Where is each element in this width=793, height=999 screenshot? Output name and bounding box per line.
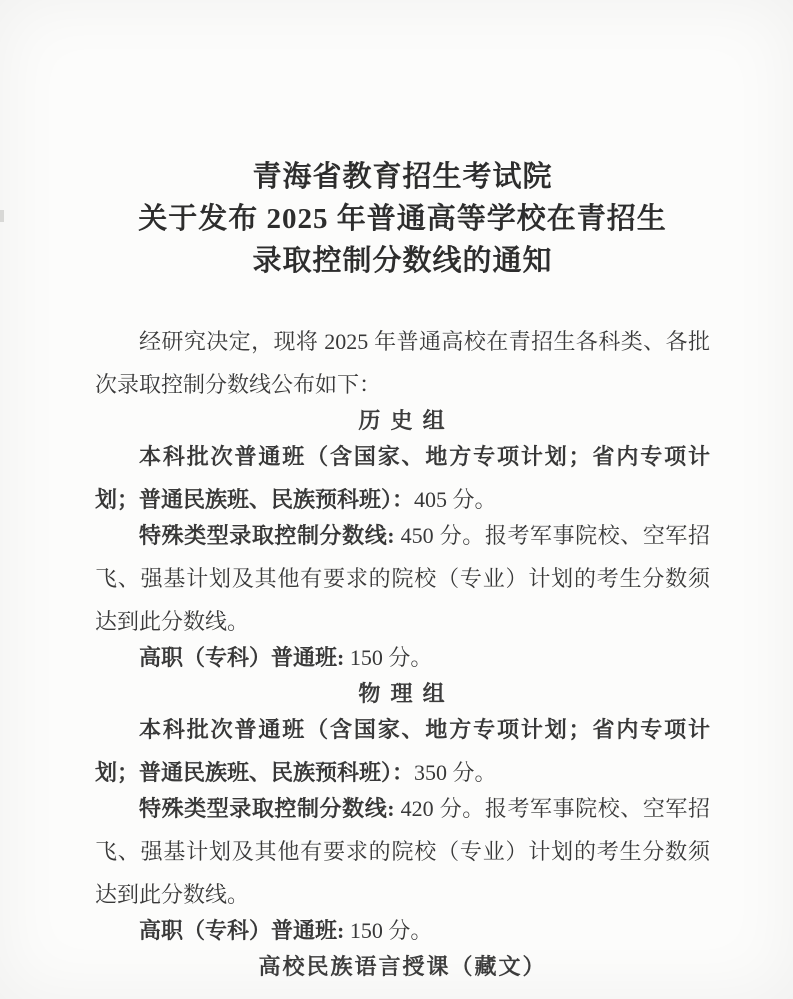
title-line-1: 青海省教育招生考试院 <box>252 161 553 193</box>
physics-special-score: 420 分。报考军事院校、空军招飞、强基计划及其他有要求的院校（专业）计划的考生分数须达到此分数线。 <box>95 796 710 907</box>
physics-vocational-label: 高职（专科）普通班: <box>139 918 345 943</box>
document-body <box>95 320 710 988</box>
physics-special-line <box>95 787 710 916</box>
history-vocational-label: 高职（专科）普通班: <box>139 645 345 670</box>
history-undergrad-score: 405 分。 <box>414 487 497 512</box>
scan-artifact <box>0 210 4 222</box>
history-special-label: 特殊类型录取控制分数线: <box>139 523 395 548</box>
physics-undergrad-line <box>95 708 710 794</box>
intro-paragraph: 经研究决定，现将 2025 年普通高校在青招生各科类、各批次录取控制分数线公布如下： <box>95 329 710 397</box>
physics-undergrad-label: 本科批次普通班（含国家、地方专项计划；省内专项计划；普通民族班、民族预科班）： <box>95 717 710 785</box>
section-heading-physics: 物 理 组 <box>358 681 447 706</box>
history-special-score: 450 分。报考军事院校、空军招飞、强基计划及其他有要求的院校（专业）计划的考生分数须达到此分数线。 <box>95 523 710 634</box>
title-line-2: 关于发布 2025 年普通高等学校在青招生 <box>138 203 667 235</box>
history-vocational-score: 150 分。 <box>344 645 433 670</box>
title-line-3: 录取控制分数线的通知 <box>252 245 553 277</box>
section-heading-tibetan: 高校民族语言授课（藏文） <box>258 954 547 979</box>
physics-undergrad-score: 350 分。 <box>414 760 497 785</box>
section-heading-history: 历 史 组 <box>358 408 447 433</box>
document-title <box>95 156 710 282</box>
physics-vocational-score: 150 分。 <box>344 918 433 943</box>
physics-special-label: 特殊类型录取控制分数线: <box>139 796 395 821</box>
history-undergrad-line <box>95 435 710 521</box>
history-undergrad-label: 本科批次普通班（含国家、地方专项计划；省内专项计划；普通民族班、民族预科班）： <box>95 444 710 512</box>
document-content <box>95 156 710 988</box>
history-special-line <box>95 514 710 643</box>
